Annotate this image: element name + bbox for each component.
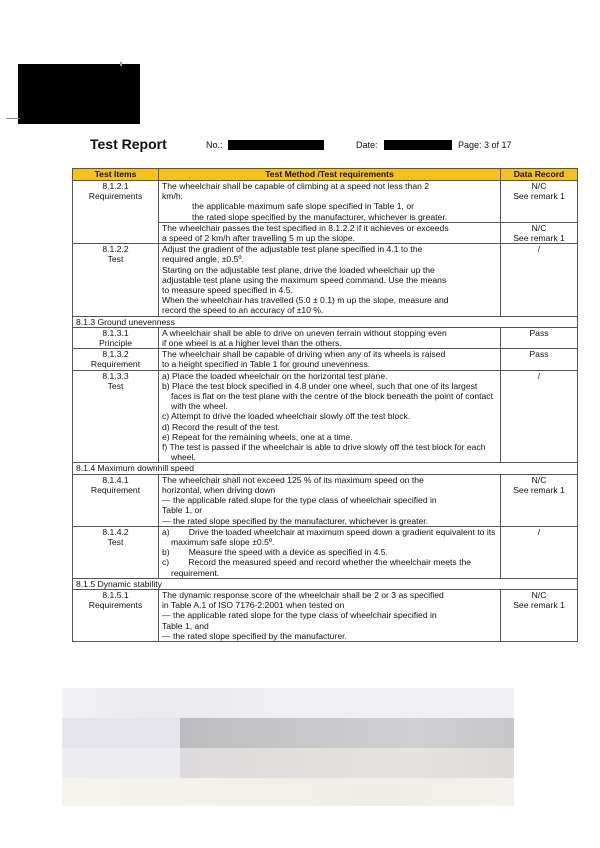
record-cell: N/C See remark 1 [501, 181, 578, 223]
column-header-data-record: Data Record [501, 169, 578, 181]
section-row [73, 316, 578, 327]
method-cell: The wheelchair shall be capable of driving when any of its wheels is raised to a height specified in Table 1 for ground unevenness. [159, 349, 501, 370]
test-item-cell: 8.1.2.1 Requirements [73, 181, 159, 244]
method-cell: The wheelchair passes the test specified in 8.1.2.2 if it achieves or exceeds a speed of 2 km/h after travelling 5 m up the slope. [159, 222, 501, 243]
test-step: c) Attempt to drive the loaded wheelchair slowly off the test block. [162, 411, 411, 422]
test-item-cell: 8.1.3.2 Requirement [73, 349, 159, 370]
record-cell: Pass [501, 327, 578, 348]
test-item-cell: 8.1.4.1 Requirement [73, 474, 159, 526]
method-cell: Adjust the gradient of the adjustable test plane specified in 4.1 to the required angle, ±0.5º. Starting on the adjustable test plane, drive the loaded wheelchair up the adjustable test plane using the maximum speed command. Use the means to measure speed specified in 4.5. When the wheelchair has travelled (5.0 ± 0.1) m up the slope, measure and record the speed to an accuracy of ±10 %. [159, 244, 501, 316]
test-step: b) Measure the speed with a device as specified in 4.5. [162, 547, 388, 558]
record-cell: N/C See remark 1 [501, 222, 578, 243]
section-heading: 8.1.4 Maximum downhill speed [73, 463, 578, 474]
section-heading: 8.1.3 Ground unevenness [73, 316, 578, 327]
test-step: f) The test is passed if the wheelchair is able to drive slowly off the test block for each wheel. [162, 442, 486, 463]
test-step: a) Place the loaded wheelchair on the horizontal test plane. [162, 370, 388, 381]
report-header [90, 136, 590, 156]
record-cell: / [501, 370, 578, 463]
logo-mark [120, 62, 122, 66]
section-heading: 8.1.5 Dynamic stability [73, 578, 578, 589]
redacted-logo [18, 64, 140, 124]
method-cell: The dynamic response score of the wheelchair shall be 2 or 3 as specified in Table A.1 of ISO 7176-2:2001 when tested on — the applicable rated slope for the type class of wheelchair specified in Table 1, and — the rated slope specified by the manufacturer. [159, 589, 501, 641]
section-row [73, 463, 578, 474]
test-step: c) Record the measured speed and record whether the wheelchair meets the requirement. [162, 557, 474, 578]
record-cell: N/C See remark 1 [501, 474, 578, 526]
table-header-row [73, 169, 578, 181]
test-item-cell: 8.1.3.3 Test [73, 370, 159, 463]
table-row [73, 370, 578, 463]
test-step: d) Record the result of the test. [162, 421, 280, 432]
record-cell: / [501, 244, 578, 316]
record-cell: / [501, 526, 578, 578]
test-step: e) Repeat for the remaining wheels, one at a time. [162, 431, 353, 442]
table-row [73, 589, 578, 641]
page-number: Page: 3 of 17 [458, 140, 512, 150]
redacted-report-number [228, 140, 324, 150]
table-row [73, 526, 578, 578]
record-cell: N/C See remark 1 [501, 589, 578, 641]
test-step: a) Drive the loaded wheelchair at maximum speed down a gradient equivalent to its maximum safe slope ±0.5º. [162, 526, 498, 547]
table-row [73, 474, 578, 526]
report-date-label: Date: [356, 140, 378, 150]
table-row [73, 181, 578, 223]
logo-rule [6, 118, 20, 119]
table-row [73, 349, 578, 370]
column-header-test-method: Test Method /Test requirements [159, 169, 501, 181]
table-row [73, 244, 578, 316]
method-cell [159, 526, 501, 578]
report-title: Test Report [90, 136, 167, 152]
test-item-cell: 8.1.5.1 Requirements [73, 589, 159, 641]
method-cell: The wheelchair shall be capable of climbing at a speed not less than 2 km/h: the applicable maximum safe slope specified in Table 1, or the rated slope specified by the manufacturer, whichever is greater. [159, 181, 501, 223]
redacted-date [384, 140, 452, 150]
test-table [72, 168, 578, 642]
section-row [73, 578, 578, 589]
method-cell [159, 370, 501, 463]
blurred-footer-region [62, 688, 514, 806]
column-header-test-items: Test Items [73, 169, 159, 181]
test-step: b) Place the test block specified in 4.8 under one wheel, such that one of its largest faces is flat on the test plane with the centre of the block beneath the point of contact with the wheel. [162, 380, 493, 412]
method-cell: The wheelchair shall not exceed 125 % of its maximum speed on the horizontal, when driving down — the applicable rated slope for the type class of wheelchair specified in Table 1, or — the rated slope specified by the manufacturer, whichever is greater. [159, 474, 501, 526]
record-cell: Pass [501, 349, 578, 370]
report-no-label: No.: [206, 140, 223, 150]
table-row [73, 327, 578, 348]
test-item-cell: 8.1.2.2 Test [73, 244, 159, 316]
test-item-cell: 8.1.3.1 Principle [73, 327, 159, 348]
method-cell: A wheelchair shall be able to drive on uneven terrain without stopping even if one wheel is at a higher level than the others. [159, 327, 501, 348]
test-item-cell: 8.1.4.2 Test [73, 526, 159, 578]
